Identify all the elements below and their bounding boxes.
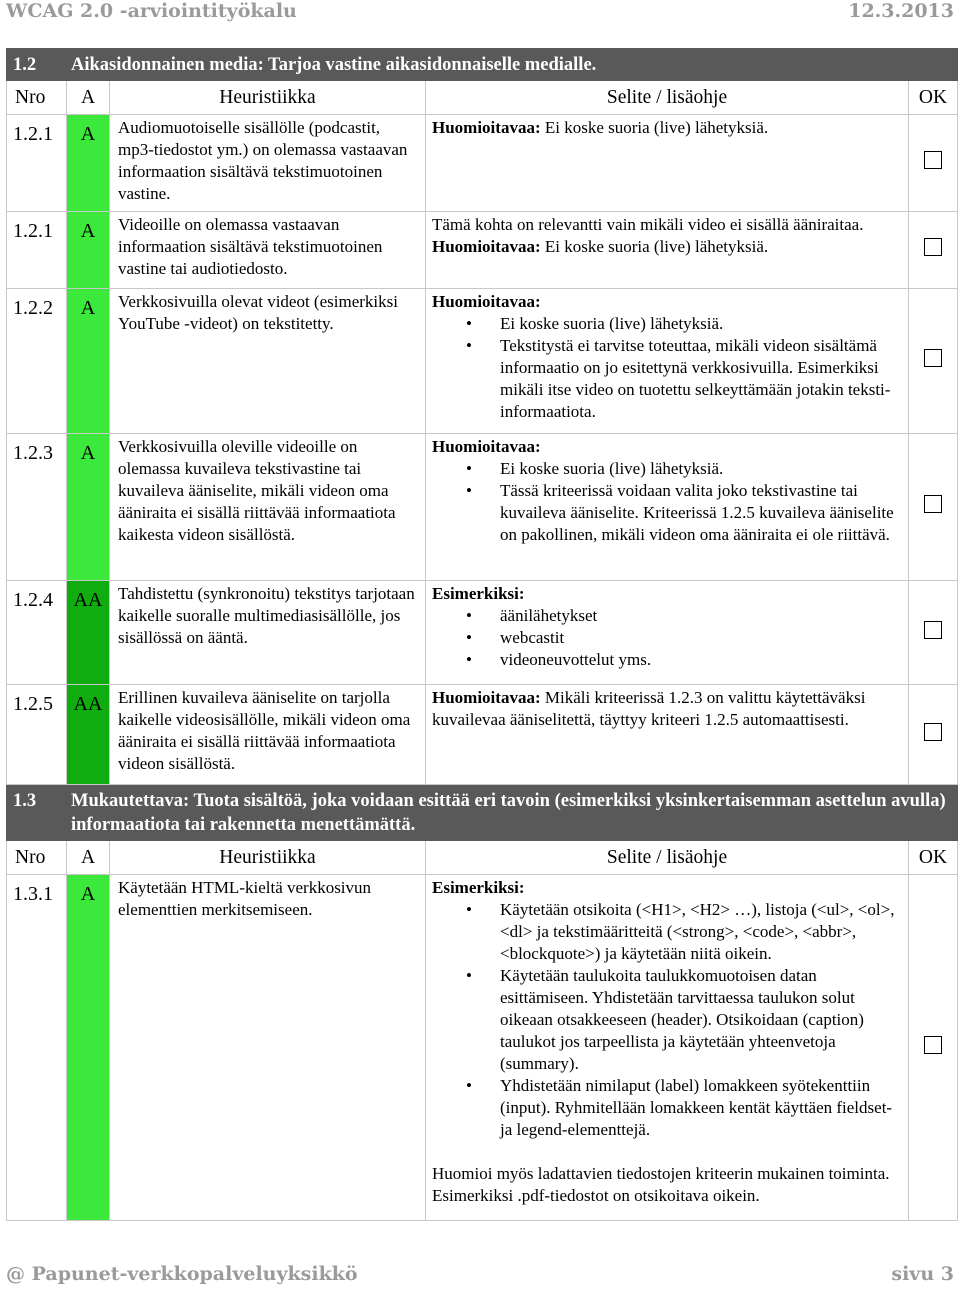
ok-checkbox[interactable] xyxy=(924,495,942,513)
criterion-number: 1.2.3 xyxy=(7,434,67,581)
section-title: Aikasidonnainen media: Tarjoa vastine aikasidonnaiselle medialle. xyxy=(67,49,958,81)
list-item: • Käytetään otsikoita (<H1>, <H2> …), listoja (<ul>, <ol>, <dl> ja tekstimääritteitä (<strong>, <code>, <abbr>, <blockquote>) ja käytetään niitä oikein. xyxy=(500,899,902,965)
ok-checkbox[interactable] xyxy=(924,238,942,256)
criterion-note xyxy=(426,115,909,212)
ok-checkbox[interactable] xyxy=(924,1036,942,1054)
criterion-number: 1.3.1 xyxy=(7,875,67,1221)
level-badge: A xyxy=(67,115,110,212)
criterion-row xyxy=(7,212,958,289)
criterion-heuristic: Tahdistettu (synkronoitu) tekstitys tarjotaan kaikelle suoralle multimediasisällölle, jos sisällössä on ääntä. xyxy=(110,581,426,685)
ok-cell xyxy=(909,581,958,685)
ok-cell xyxy=(909,212,958,289)
ok-cell xyxy=(909,875,958,1221)
ok-checkbox[interactable] xyxy=(924,151,942,169)
criterion-number: 1.2.1 xyxy=(7,212,67,289)
criterion-number: 1.2.4 xyxy=(7,581,67,685)
note-after: Huomioi myös ladattavien tiedostojen kriteerin mukainen toiminta. Esimerkiksi .pdf-tiedostot on otsikoitava oikein. xyxy=(432,1164,890,1205)
criterion-number: 1.2.5 xyxy=(7,685,67,785)
col-heuristic: Heuristiikka xyxy=(110,81,426,115)
section-number: 1.3 xyxy=(7,785,67,841)
section-title: Mukautettava: Tuota sisältöä, joka voidaan esittää eri tavoin (esimerkiksi yksinkertaisemman asettelun avulla) informaatiota tai rakennetta menettämättä. xyxy=(67,785,958,841)
ok-cell xyxy=(909,685,958,785)
criteria-table xyxy=(6,48,958,1221)
col-level: A xyxy=(67,841,110,875)
col-nro: Nro xyxy=(7,81,67,115)
note-intro: Tämä kohta on relevantti vain mikäli video ei sisällä ääniraitaa. xyxy=(432,215,864,234)
column-headers xyxy=(7,841,958,875)
level-badge: AA xyxy=(67,581,110,685)
col-heuristic: Heuristiikka xyxy=(110,841,426,875)
note-text: Ei koske suoria (live) lähetyksiä. xyxy=(540,118,769,137)
criterion-row xyxy=(7,434,958,581)
footer-organization: @ Papunet-verkkopalveluyksikkö xyxy=(6,1263,358,1285)
criterion-heuristic: Audiomuotoiselle sisällölle (podcastit, mp3-tiedostot ym.) on olemassa vastaavan informaation sisältävä tekstimuotoinen vastine. xyxy=(110,115,426,212)
criterion-row xyxy=(7,875,958,1221)
section-number: 1.2 xyxy=(7,49,67,81)
criterion-heuristic: Käytetään HTML-kieltä verkkosivun elementtien merkitsemiseen. xyxy=(110,875,426,1221)
criterion-row xyxy=(7,581,958,685)
level-badge: A xyxy=(67,434,110,581)
level-badge: AA xyxy=(67,685,110,785)
criterion-row xyxy=(7,115,958,212)
criterion-number: 1.2.1 xyxy=(7,115,67,212)
note-label: Huomioitavaa: xyxy=(432,292,541,311)
note-label: Huomioitavaa: xyxy=(432,437,541,456)
note-list xyxy=(432,605,902,671)
note-text: Mikäli kriteerissä 1.2.3 on valittu käytettäväksi kuvailevaa ääniselitettä, täyttyy kriteeri 1.2.5 automaattisesti. xyxy=(432,688,866,729)
col-nro: Nro xyxy=(7,841,67,875)
list-item: • videoneuvottelut yms. xyxy=(500,649,902,671)
document-title: WCAG 2.0 -arviointityökalu xyxy=(6,0,297,22)
criterion-note xyxy=(426,434,909,581)
page-header xyxy=(6,0,954,26)
note-text: Ei koske suoria (live) lähetyksiä. xyxy=(540,237,769,256)
list-item: • Tekstitystä ei tarvitse toteuttaa, mikäli videon sisältämä informaatio on jo esitettynä verkkosivuilla. Esimerkiksi mikäli itse video on tuotettu selkeyttämään jotakin teksti-informaatiota. xyxy=(500,335,902,423)
criterion-note xyxy=(426,875,909,1221)
list-item: • Yhdistetään nimilaput (label) lomakkeen syötekenttiin (input). Ryhmitellään lomakkeen kentät käyttäen fieldset- ja legend-elementtejä. xyxy=(500,1075,902,1141)
section-header xyxy=(7,49,958,81)
criterion-row xyxy=(7,289,958,434)
level-badge: A xyxy=(67,289,110,434)
level-badge: A xyxy=(67,212,110,289)
list-item: • webcastit xyxy=(500,627,902,649)
criterion-heuristic: Videoille on olemassa vastaavan informaation sisältävä tekstimuotoinen vastine tai audiotiedosto. xyxy=(110,212,426,289)
list-item: • Ei koske suoria (live) lähetyksiä. xyxy=(500,458,902,480)
page-number: sivu 3 xyxy=(891,1263,954,1285)
list-item: • Ei koske suoria (live) lähetyksiä. xyxy=(500,313,902,335)
criterion-row xyxy=(7,685,958,785)
page-footer xyxy=(6,1263,954,1289)
ok-checkbox[interactable] xyxy=(924,723,942,741)
ok-cell xyxy=(909,115,958,212)
col-ok: OK xyxy=(909,841,958,875)
criterion-note xyxy=(426,685,909,785)
note-label: Esimerkiksi: xyxy=(432,878,525,897)
ok-checkbox[interactable] xyxy=(924,621,942,639)
note-list xyxy=(432,899,902,1141)
list-item: • Käytetään taulukoita taulukkomuotoisen datan esittämiseen. Yhdistetään tarvittaessa taulukon solut oikeaan otsakkeeseen (header). Otsikoidaan (caption) taulukot jos tarpeellista ja käytetään yhteenvetoja (summary). xyxy=(500,965,902,1075)
col-ok: OK xyxy=(909,81,958,115)
ok-cell xyxy=(909,434,958,581)
note-list xyxy=(432,458,902,546)
ok-cell xyxy=(909,289,958,434)
col-level: A xyxy=(67,81,110,115)
criterion-heuristic: Verkkosivuilla olevat videot (esimerkiksi YouTube -videot) on tekstitetty. xyxy=(110,289,426,434)
note-list xyxy=(432,313,902,423)
criterion-note xyxy=(426,212,909,289)
criterion-note xyxy=(426,289,909,434)
note-label: Esimerkiksi: xyxy=(432,584,525,603)
criterion-heuristic: Erillinen kuvaileva ääniselite on tarjolla kaikelle videosisällölle, mikäli videon oma ääniraita ei sisällä riittävää informaatiota videon sisällöstä. xyxy=(110,685,426,785)
list-item: • äänilähetykset xyxy=(500,605,902,627)
note-label: Huomioitavaa: xyxy=(432,688,541,707)
criterion-note xyxy=(426,581,909,685)
note-label: Huomioitavaa: xyxy=(432,237,541,256)
col-note: Selite / lisäohje xyxy=(426,81,909,115)
level-badge: A xyxy=(67,875,110,1221)
list-item: • Tässä kriteerissä voidaan valita joko tekstivastine tai kuvaileva ääniselite. Kriteerissä 1.2.5 kuvaileva ääniselite on pakollinen, mikäli videon oma ääniraita ei ole riittävä. xyxy=(500,480,902,546)
document-date: 12.3.2013 xyxy=(848,0,954,22)
section-header xyxy=(7,785,958,841)
col-note: Selite / lisäohje xyxy=(426,841,909,875)
criterion-heuristic: Verkkosivuilla oleville videoille on olemassa kuvaileva tekstivastine tai kuvaileva ääniselite, mikäli videon oma ääniraita ei sisällä riittävää informaatiota kaikesta videon sisällöstä. xyxy=(110,434,426,581)
note-label: Huomioitavaa: xyxy=(432,118,541,137)
criterion-number: 1.2.2 xyxy=(7,289,67,434)
ok-checkbox[interactable] xyxy=(924,349,942,367)
column-headers xyxy=(7,81,958,115)
